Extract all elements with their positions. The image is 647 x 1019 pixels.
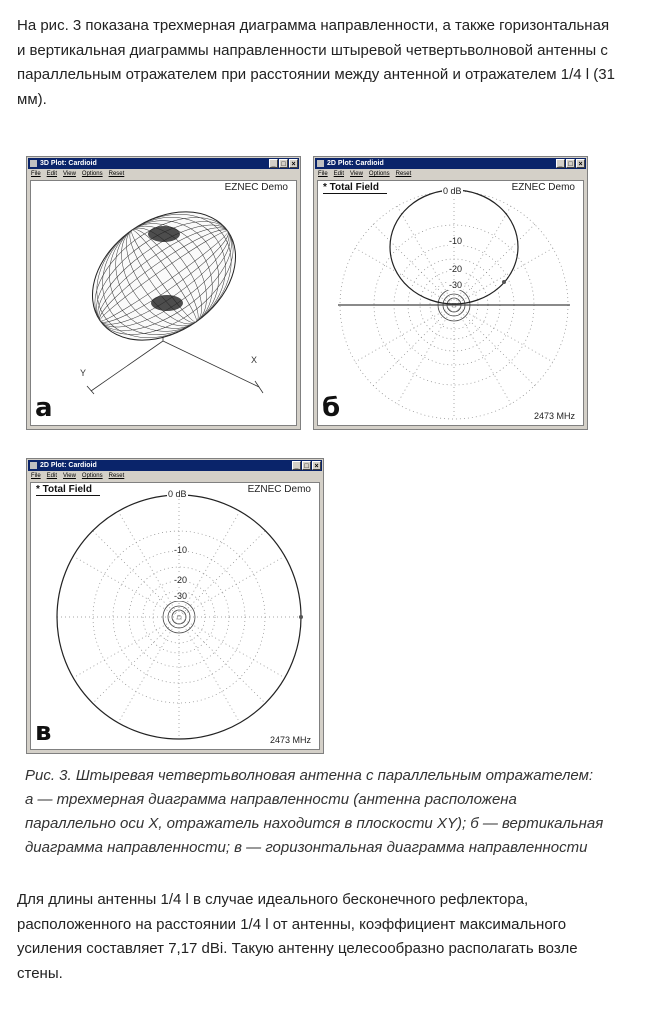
- figure-letter-b: б: [322, 393, 341, 423]
- menu-options[interactable]: Options: [81, 171, 103, 177]
- menu-file[interactable]: File: [31, 473, 41, 479]
- plot-area-3d: [30, 180, 297, 426]
- polar-grid: [57, 495, 301, 739]
- app-icon: [30, 462, 37, 469]
- maximize-button[interactable]: □: [302, 461, 311, 470]
- ring-label-10: -10: [449, 236, 463, 246]
- minimize-button[interactable]: _: [292, 461, 301, 470]
- menu-edit[interactable]: Edit: [46, 473, 58, 479]
- figure-letter-a: а: [35, 393, 53, 423]
- ring-label-0db: 0 dB: [443, 186, 462, 196]
- menu-options[interactable]: Options: [81, 473, 103, 479]
- polar-plot-horizontal: [31, 483, 320, 750]
- ring-label-30: -30: [174, 591, 188, 601]
- center-rings: [163, 601, 195, 633]
- titlebar[interactable]: [28, 460, 322, 471]
- plot-3d-svg: [31, 181, 297, 426]
- window-title: 3D Plot: Cardioid: [40, 160, 97, 167]
- menu-view[interactable]: View: [350, 171, 363, 177]
- menu-file[interactable]: File: [31, 171, 41, 177]
- app-icon: [317, 160, 324, 167]
- field-label: * Total Field: [323, 182, 387, 194]
- menubar: [28, 471, 322, 481]
- window-2d-horizontal: [26, 458, 324, 754]
- minimize-button[interactable]: _: [269, 159, 278, 168]
- window-3d-plot: [26, 156, 301, 430]
- menubar: [28, 169, 299, 179]
- intro-paragraph: На рис. 3 показана трехмерная диаграмма направленности, а также горизонтальная и вертикальная диаграммы направленности штыревой четвертьволновой антенны с параллельным отражателем при расстоянии между антенной и отражателем 1/4 l (31 мм).: [17, 17, 615, 108]
- axis-y-line: [91, 341, 163, 391]
- window-title: 2D Plot: Cardioid: [40, 462, 97, 469]
- window-2d-vertical: [313, 156, 588, 430]
- menu-view[interactable]: View: [63, 171, 76, 177]
- outro-paragraph: Для длины антенны 1/4 l в случае идеального бесконечного рефлектора, расположенного на расстоянии 1/4 l от антенны, коэффициент максимального усиления составляет 7,17 dBi. Такую антенну целесообразно располагать возле стены.: [17, 891, 578, 982]
- brand-label: EZNEC Demo: [224, 182, 288, 193]
- menu-options[interactable]: Options: [368, 171, 390, 177]
- axis-x-line: [163, 341, 259, 387]
- ring-label-30: -30: [449, 280, 463, 290]
- menu-file[interactable]: File: [318, 171, 328, 177]
- titlebar[interactable]: [28, 158, 299, 169]
- axis-x-label: X: [251, 355, 258, 365]
- maximize-button[interactable]: □: [566, 159, 575, 168]
- mesh-pole-top: [148, 226, 180, 242]
- maximize-button[interactable]: □: [279, 159, 288, 168]
- window-title: 2D Plot: Cardioid: [327, 160, 384, 167]
- minimize-button[interactable]: _: [556, 159, 565, 168]
- brand-label: EZNEC Demo: [511, 182, 575, 193]
- close-button[interactable]: ×: [289, 159, 298, 168]
- ring-label-0db: 0 dB: [168, 489, 187, 499]
- frequency-label: 2473 MHz: [269, 735, 311, 745]
- axis-y-label: Y: [80, 368, 87, 378]
- menu-view[interactable]: View: [63, 473, 76, 479]
- figure-letter-c: в: [35, 717, 52, 747]
- ring-label-20: -20: [449, 264, 463, 274]
- ring-label-20: -20: [174, 575, 188, 585]
- menubar: [315, 169, 586, 179]
- figure-caption: Рис. 3. Штыревая четвертьволновая антенна с параллельным отражателем: а — трехмерная диаграмма направленности (антенна расположена параллельно оси X, отражатель находится в плоскости XY); б — вертикальная диаграмма направленности; в — горизонтальная диаграмма направленности: [25, 767, 604, 856]
- menu-reset[interactable]: Reset: [108, 473, 125, 479]
- ring-label-10: -10: [174, 545, 188, 555]
- menu-edit[interactable]: Edit: [333, 171, 345, 177]
- menu-reset[interactable]: Reset: [108, 171, 125, 177]
- app-icon: [30, 160, 37, 167]
- axis-x-tick: [255, 381, 263, 393]
- mesh-pole-bottom: [151, 295, 183, 311]
- plot-area-horizontal: [30, 482, 320, 750]
- close-button[interactable]: ×: [312, 461, 321, 470]
- close-button[interactable]: ×: [576, 159, 585, 168]
- cursor-marker: [502, 280, 506, 284]
- brand-label: EZNEC Demo: [247, 484, 311, 495]
- wire-mesh-lobe: [68, 185, 260, 366]
- titlebar[interactable]: [315, 158, 586, 169]
- cursor-marker: [299, 615, 303, 619]
- plot-area-vertical: [317, 180, 584, 426]
- field-label: * Total Field: [36, 484, 100, 496]
- menu-edit[interactable]: Edit: [46, 171, 58, 177]
- frequency-label: 2473 MHz: [533, 411, 575, 421]
- polar-plot-vertical: [318, 181, 584, 426]
- menu-reset[interactable]: Reset: [395, 171, 412, 177]
